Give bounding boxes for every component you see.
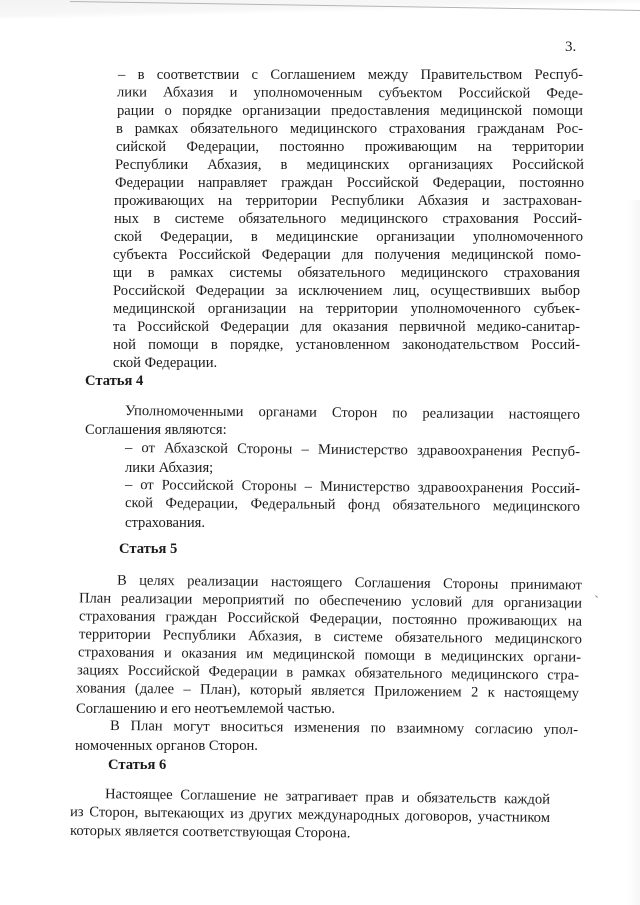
- text-line: План реализации мероприятий по обеспечению условий для организации: [78, 590, 583, 612]
- scan-right-shade: [626, 200, 640, 905]
- text-line: зациях Российской Федерации в рамках обязательного медицинского стра-: [76, 662, 580, 684]
- text-line: лики Абхазия;: [125, 460, 214, 476]
- article-6-heading: Статья 6: [108, 757, 167, 773]
- text-line: из Сторон, вытекающих из других международных договоров, участником: [69, 804, 551, 826]
- text-line: лики Абхазия и уполномоченным субъектом Российской Феде-: [116, 84, 584, 102]
- text-line: Республики Абхазия, в медицинских организациях Российской: [115, 157, 584, 173]
- list-item-abkhaz-side: – от Абхазской Стороны – Министерство здравоохранения Респуб-: [124, 440, 581, 460]
- text-line: В План могут вноситься изменения по взаимному согласию упол-: [109, 717, 579, 739]
- article-5-heading: Статья 5: [119, 541, 178, 557]
- text-line: щи в рамках системы обязательного медицинского страхования: [113, 265, 580, 281]
- text-line: Соглашению и его неотъемлемой частью.: [76, 701, 336, 717]
- text-line: субъекта Российской Федерации для получения медицинской помо-: [113, 247, 581, 263]
- text-line: ной помощи в порядке, установленном законодательством Россий-: [113, 337, 580, 353]
- text-line: В целях реализации настоящего Соглашения Стороны принимают: [116, 572, 583, 594]
- text-line: – в соответствии с Соглашением между Правительством Респуб-: [118, 67, 583, 83]
- text-line: страхования и оказания им медицинской помощи в медицинских органи-: [77, 644, 582, 666]
- text-line: хования (далее – План), который является Приложением 2 к настоящему: [75, 680, 580, 702]
- text-line: проживающих на территории Республики Абхазия и застрахован-: [114, 193, 582, 209]
- page-number: 3.: [565, 39, 577, 55]
- text-line: ской Федерации, в медицинские организации уполномоченного: [114, 229, 583, 245]
- text-line: страхования граждан Российской Федерации, постоянно проживающих на: [78, 608, 583, 630]
- text-line: номоченных органов Сторон.: [75, 738, 258, 754]
- text-line: которых является соответствующая Сторона.: [69, 822, 351, 842]
- text-line: та Российской Федерации для оказания первичной медико-санитар-: [113, 319, 580, 335]
- text-line: медицинской организации на территории уполномоченного субъек-: [113, 301, 580, 317]
- text-line: Уполномоченными органами Сторон по реализации настоящего: [124, 403, 581, 423]
- text-line: рации о порядке организации предоставления медицинской помощи: [117, 103, 583, 119]
- text-line: ской Федерации.: [113, 355, 218, 371]
- text-line: Федерации направляет граждан Российской Федерации, постоянно: [115, 175, 584, 191]
- scan-speck: [595, 595, 598, 598]
- text-line: ской Федерации, Федеральный фонд обязательного медицинского: [124, 495, 581, 515]
- text-line: Российской Федерации за исключением лиц, осуществивших выбор: [113, 283, 580, 299]
- list-item-russian-side: – от Российской Стороны – Министерство здравоохранения Россий-: [124, 477, 581, 497]
- article-4-heading: Статья 4: [85, 373, 144, 389]
- text-line: страхования.: [125, 515, 206, 531]
- text-line: сийской Федерации, постоянно проживающим на территории: [116, 139, 584, 155]
- text-line: Соглашения являются:: [85, 422, 227, 438]
- text-line: в рамках обязательного медицинского страхования гражданам Рос-: [116, 121, 583, 137]
- text-line: Настоящее Соглашение не затрагивает прав и обязательств каждой: [104, 786, 551, 808]
- text-line: территории Республики Абхазия, в системе обязательного медицинского: [78, 626, 583, 648]
- text-line: ных в системе обязательного медицинского страхования Россий-: [114, 211, 582, 227]
